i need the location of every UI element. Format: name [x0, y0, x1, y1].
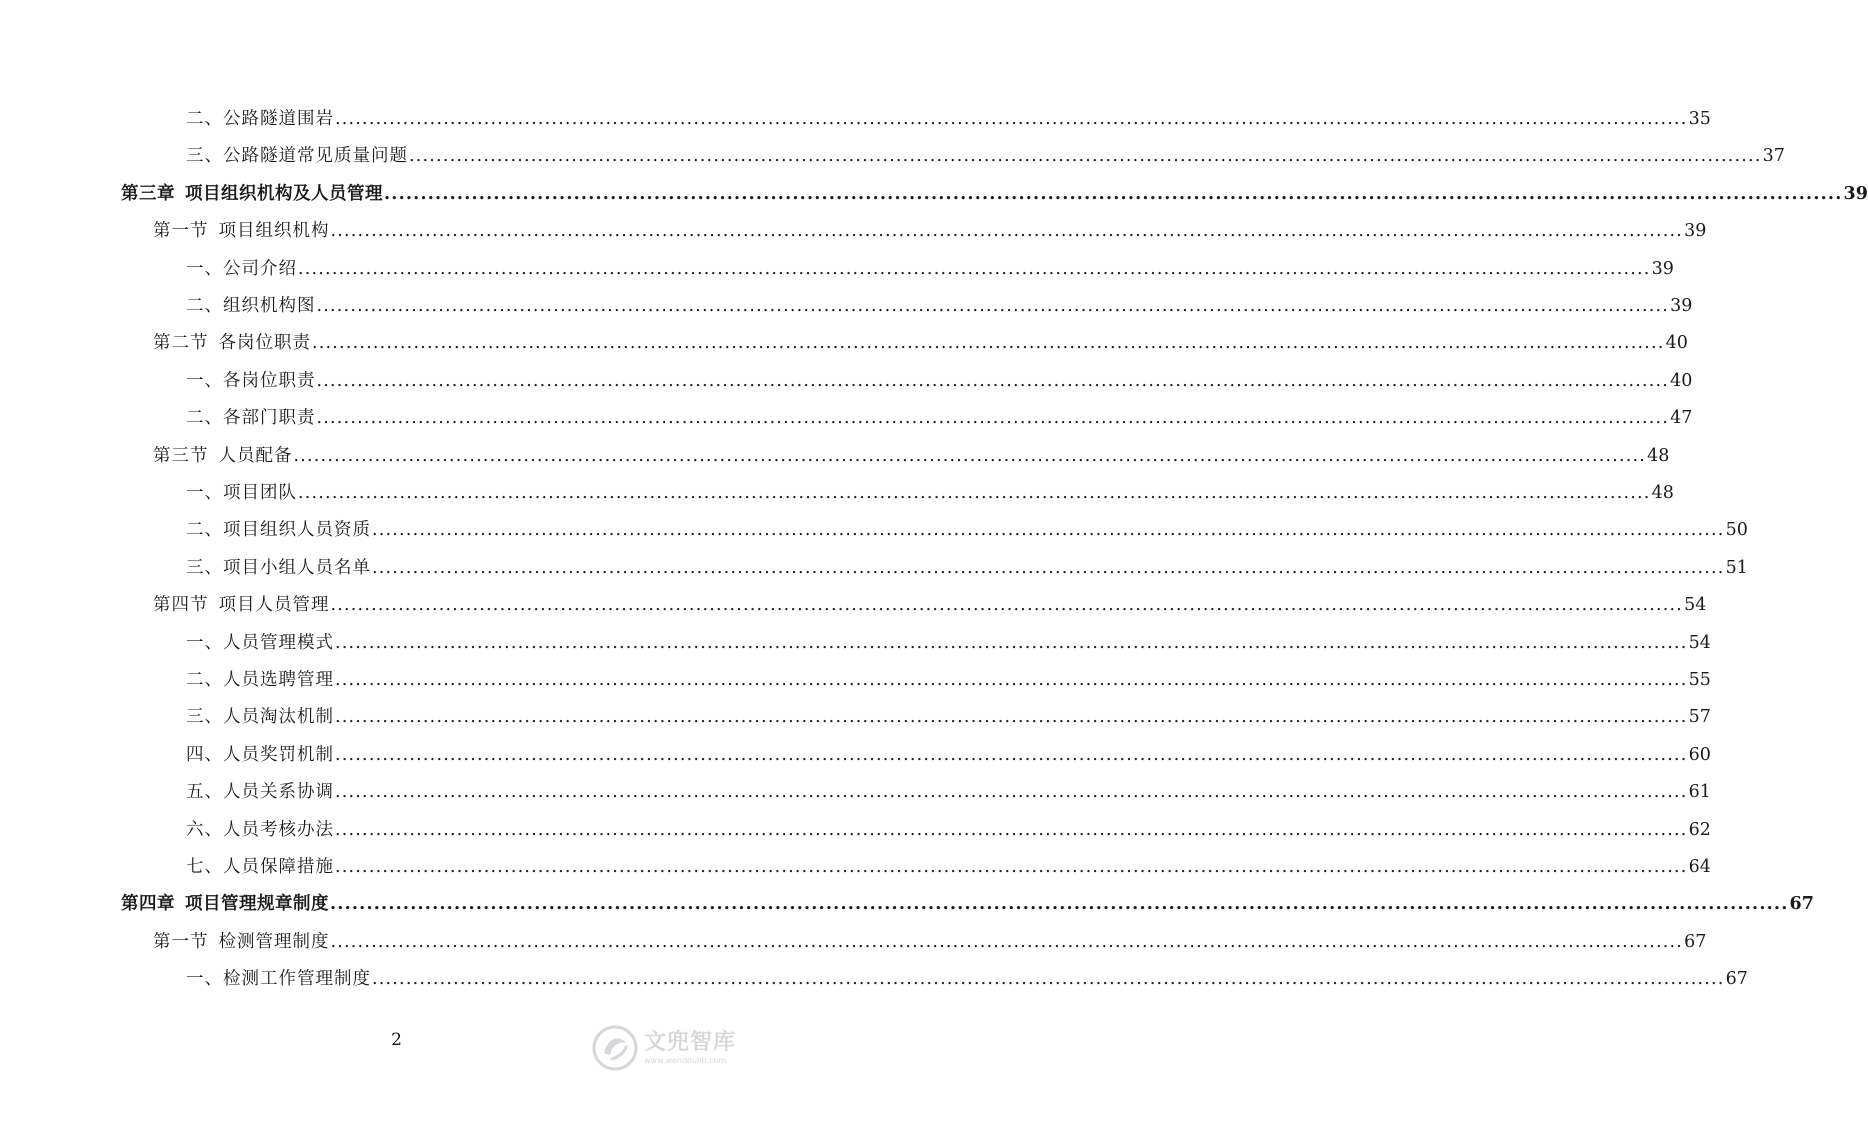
toc-entry-label: 第二节 [153, 333, 209, 354]
toc-entry-page: 35 [1688, 109, 1711, 129]
toc-entry-page: 54 [1688, 632, 1711, 653]
toc-entry-item[interactable] [186, 852, 1711, 882]
toc-entry-item[interactable] [186, 702, 1711, 732]
toc-entry-title: 人员淘汰机制 [223, 707, 334, 728]
toc-entry-item[interactable] [186, 104, 1711, 134]
toc-entry-section[interactable] [153, 216, 1707, 246]
toc-entry-item[interactable] [186, 628, 1711, 658]
toc-entry-item[interactable] [186, 478, 1674, 508]
toc-entry-title: 公司介绍 [223, 258, 297, 279]
toc-entry-page: 55 [1688, 670, 1711, 690]
toc-entry-title: 检测工作管理制度 [223, 969, 371, 990]
toc-entry-title: 人员配备 [218, 445, 293, 466]
toc-entry-label: 第三章 [121, 183, 175, 204]
toc-entry-label: 三、 [186, 146, 223, 167]
watermark [590, 1020, 760, 1076]
toc-entry-title: 项目小组人员名单 [223, 557, 371, 578]
toc-entry-title: 各岗位职责 [223, 370, 316, 391]
toc-entry-label: 二、 [186, 670, 223, 690]
wendou-logo-icon [590, 1023, 640, 1073]
toc-entry-page: 50 [1725, 520, 1748, 541]
toc-entry-item[interactable] [186, 366, 1693, 396]
toc-entry-chapter[interactable] [121, 179, 1868, 209]
toc-entry-page: 47 [1670, 408, 1693, 429]
toc-entry-title: 人员奖罚机制 [223, 744, 334, 765]
page-number: 2 [391, 1030, 402, 1050]
toc-entry-label: 二、 [186, 109, 223, 129]
toc-entry-chapter[interactable] [121, 889, 1814, 919]
toc-entry-page: 39 [1670, 296, 1693, 316]
toc-entry-title: 组织机构图 [223, 296, 316, 316]
toc-entry-page: 48 [1651, 483, 1674, 503]
toc-entry-label: 一、 [186, 969, 223, 990]
toc-entry-page: 37 [1762, 146, 1785, 167]
toc-entry-title: 人员选聘管理 [223, 670, 334, 690]
toc-entry-page: 61 [1688, 782, 1711, 803]
toc-entry-item[interactable] [186, 403, 1693, 433]
toc-entry-page: 67 [1725, 969, 1748, 990]
toc-entry-item[interactable] [186, 291, 1693, 321]
toc-dot-leader: ........................................................................................................................................................................................................ [335, 632, 1688, 653]
toc-entry-label: 第三节 [153, 445, 209, 466]
toc-entry-title: 各岗位职责 [218, 333, 311, 354]
toc-entry-item[interactable] [186, 740, 1711, 770]
toc-entry-item[interactable] [186, 515, 1748, 545]
toc-entry-page: 60 [1688, 744, 1711, 765]
toc-entry-page: 54 [1684, 595, 1707, 616]
toc-entry-label: 六、 [186, 819, 223, 840]
toc-dot-leader: ........................................................................................................................................................................................................ [335, 782, 1688, 803]
toc-dot-leader: ........................................................................................................................................................................................................ [316, 370, 1670, 391]
toc-entry-page: 64 [1688, 857, 1711, 877]
toc-dot-leader: ........................................................................................................................................................................................................ [316, 408, 1670, 429]
toc-entry-page: 40 [1665, 333, 1688, 354]
toc-entry-title: 人员关系协调 [223, 782, 334, 803]
toc-dot-leader: ........................................................................................................................................................................................................ [384, 183, 1843, 204]
toc-entry-label: 第一节 [153, 221, 209, 242]
toc-entry-item[interactable] [186, 815, 1711, 845]
toc-entry-title: 项目管理规章制度 [185, 894, 329, 915]
watermark-brand: 文兜智库 [644, 1030, 737, 1055]
toc-entry-title: 各部门职责 [223, 408, 316, 429]
toc-dot-leader: ........................................................................................................................................................................................................ [335, 819, 1688, 840]
toc-entry-label: 第四章 [121, 894, 175, 915]
toc-entry-label: 三、 [186, 707, 223, 728]
toc-entry-title: 项目组织人员资质 [223, 520, 371, 541]
toc-entry-label: 二、 [186, 408, 223, 429]
toc-entry-section[interactable] [153, 441, 1670, 471]
toc-dot-leader: ........................................................................................................................................................................................................ [372, 969, 1725, 990]
toc-entry-label: 一、 [186, 483, 223, 503]
toc-entry-section[interactable] [153, 328, 1688, 358]
toc-dot-leader: ........................................................................................................................................................................................................ [335, 744, 1688, 765]
toc-dot-leader: ........................................................................................................................................................................................................ [335, 707, 1688, 728]
toc-entry-label: 一、 [186, 370, 223, 391]
toc-entry-page: 57 [1688, 707, 1711, 728]
toc-dot-leader: ........................................................................................................................................................................................................ [293, 445, 1647, 466]
toc-dot-leader: ........................................................................................................................................................................................................ [312, 333, 1665, 354]
toc-dot-leader: ........................................................................................................................................................................................................ [330, 595, 1684, 616]
toc-entry-section[interactable] [153, 590, 1707, 620]
toc-entry-label: 七、 [186, 857, 223, 877]
toc-entry-page: 67 [1789, 894, 1814, 915]
toc-entry-item[interactable] [186, 553, 1748, 583]
toc-entry-title: 检测管理制度 [218, 931, 330, 952]
toc-entry-title: 人员考核办法 [223, 819, 334, 840]
toc-entry-label: 第四节 [153, 595, 209, 616]
toc-entry-title: 项目团队 [223, 483, 297, 503]
toc-dot-leader: ........................................................................................................................................................................................................ [409, 146, 1762, 167]
toc-dot-leader: ........................................................................................................................................................................................................ [330, 931, 1684, 952]
toc-entry-page: 39 [1684, 221, 1707, 242]
toc-entry-section[interactable] [153, 927, 1707, 957]
toc-dot-leader: ........................................................................................................................................................................................................ [330, 894, 1789, 915]
toc-entry-label: 二、 [186, 296, 223, 316]
toc-dot-leader: ........................................................................................................................................................................................................ [335, 857, 1688, 877]
toc-dot-leader: ........................................................................................................................................................................................................ [335, 670, 1688, 690]
toc-entry-title: 人员保障措施 [223, 857, 334, 877]
toc-entry-title: 项目人员管理 [218, 595, 330, 616]
toc-entry-label: 三、 [186, 557, 223, 578]
toc-entry-page: 39 [1651, 258, 1674, 279]
toc-dot-leader: ........................................................................................................................................................................................................ [298, 258, 1651, 279]
toc-entry-page: 40 [1670, 370, 1693, 391]
toc-entry-label: 一、 [186, 258, 223, 279]
toc-dot-leader: ........................................................................................................................................................................................................ [335, 109, 1688, 129]
toc-dot-leader: ........................................................................................................................................................................................................ [372, 557, 1725, 578]
toc-entry-page: 51 [1725, 557, 1748, 578]
toc-entry-item[interactable] [186, 141, 1785, 171]
toc-entry-label: 二、 [186, 520, 223, 541]
toc-entry-title: 公路隧道常见质量问题 [223, 146, 408, 167]
toc-dot-leader: ........................................................................................................................................................................................................ [298, 483, 1651, 503]
toc-dot-leader: ........................................................................................................................................................................................................ [330, 221, 1684, 242]
toc-entry-label: 一、 [186, 632, 223, 653]
toc-entry-item[interactable] [186, 665, 1711, 695]
toc-entry-title: 人员管理模式 [223, 632, 334, 653]
toc-entry-item[interactable] [186, 777, 1711, 807]
toc-entry-title: 项目组织机构 [218, 221, 330, 242]
toc-entry-page: 39 [1843, 183, 1868, 204]
toc-entry-page: 48 [1647, 445, 1670, 466]
toc-entry-page: 62 [1688, 819, 1711, 840]
watermark-url: www.wendoulib.com [644, 1056, 727, 1065]
toc-dot-leader: ........................................................................................................................................................................................................ [372, 520, 1725, 541]
toc-entry-title: 公路隧道围岩 [223, 109, 334, 129]
toc-entry-title: 项目组织机构及人员管理 [185, 183, 383, 204]
toc-entry-label: 第一节 [153, 931, 209, 952]
toc-entry-label: 五、 [186, 782, 223, 803]
toc-entry-page: 67 [1684, 931, 1707, 952]
toc-entry-item[interactable] [186, 254, 1674, 284]
toc-dot-leader: ........................................................................................................................................................................................................ [316, 296, 1670, 316]
toc-entry-label: 四、 [186, 744, 223, 765]
toc-entry-item[interactable] [186, 964, 1748, 994]
